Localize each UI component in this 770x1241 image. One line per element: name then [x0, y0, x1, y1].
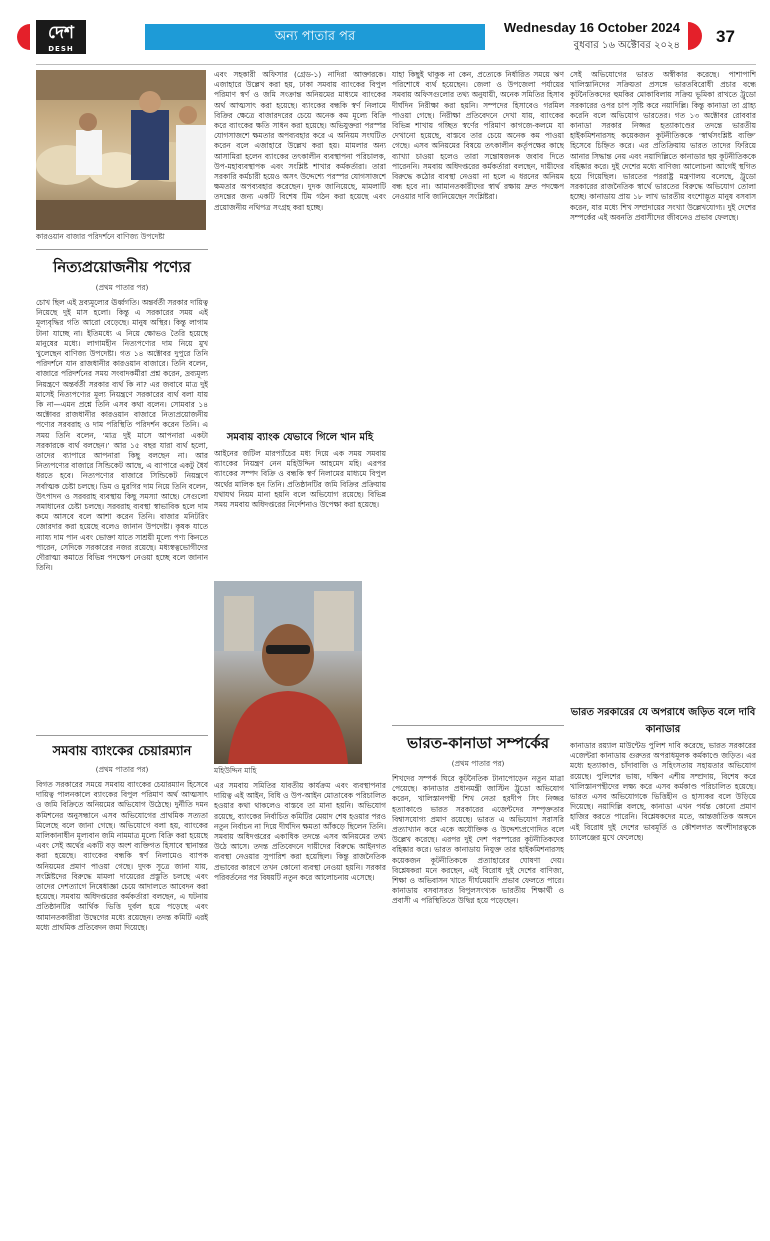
column-1 — [36, 70, 208, 1115]
column-3 — [392, 70, 564, 1159]
column-4 — [570, 70, 756, 1156]
photo-caption: মহিউদ্দিন মাহি — [214, 766, 257, 775]
article-continued-label: (প্রথম পাতার পর) — [95, 765, 149, 774]
column-2 — [214, 70, 386, 1241]
divider — [36, 249, 208, 250]
article-subheading: সমবায় ব্যাংক যেভাবে গিলে খান মহি — [226, 432, 374, 443]
article-body: কানাডার রয়্যাল মাউন্টেড পুলিশ দাবি করেছে, ভারত সরকারের এজেন্টরা কানাডায় গুরুতর অপরাধমূলক কর্মকাণ্ডে জড়িত। এর মধ্যে হত্যাকাণ্ড, চাঁদাবাজি ও সহিংসতায় সহায়তার অভিযোগ রয়েছে। পুলিশের ভাষ্য, দক্ষিণ এশীয় সম্প্রদায়, বিশেষ করে খালিস্তানপন্থীদের লক্ষ্য করে এসব কর্মকাণ্ড পরিচালিত হয়েছে। ভারত এসব অভিযোগকে ভিত্তিহীন ও হাস্যকর বলে উড়িয়ে দিয়েছে। নয়াদিল্লি বলছে, কানাডা এখন পর্যন্ত কোনো প্রমাণ হাজির করতে পারেনি। বিশ্লেষকদের মতে, আন্তর্জাতিক অঙ্গনে এই বিরোধ দুই দেশের ভাবমূর্তি ও কৌশলগত অংশীদারত্বকে চ্যালেঞ্জের মুখে ফেলেছে। — [570, 741, 756, 842]
red-circle-decoration-icon — [10, 24, 30, 50]
photo-caption: কারওয়ান বাজার পরিদর্শনে বাণিজ্য উপদেষ্টা — [36, 232, 165, 241]
portrait-illustration — [214, 581, 362, 764]
article-body: সেই অভিযোগের ভারত অস্বীকার করেছে। পাশাপাশি খালিস্তানিদের সক্রিয়তা প্রসঙ্গে ভারতবিরোধী প্রচার বন্ধে কূটনৈতিকদের হুমকির মোকাবিলায় সক্রিয় ভূমিকা রাখতে ট্রুডো সরকারের ওপর চাপ সৃষ্টি করে নয়াদিল্লি। কিন্তু কানাডা তা গ্রাহ্য করেনি বলে অভিযোগ ভারতের। গত ১৩ অক্টোবর রোববার কানাডা সরকার নিজ্জর হত্যাকাণ্ডের তদন্তে ভারতীয় হাইকমিশনারসহ কয়েকজন কূটনীতিককে ‘স্বার্থসংশ্লিষ্ট ব্যক্তি’ হিসেবে চিহ্নিত করে। এর প্রতিক্রিয়ায় ভারত তাদের ফিরিয়ে আনার সিদ্ধান্ত নেয় এবং নয়াদিল্লিতে কানাডার ছয় কূটনীতিককে বহিষ্কার করে। দুই দেশের মধ্যে বাণিজ্য আলোচনা আগেই স্থগিত হয়ে গিয়েছিল। ভারতের পররাষ্ট্র মন্ত্রণালয় বলেছে, ট্রুডো সরকারের রাজনৈতিক স্বার্থে ভারতের বিরুদ্ধে অভিযোগ তোলা হচ্ছে। কানাডায় প্রায় ১৮ লাখ ভারতীয় বংশোদ্ভূত মানুষ বসবাস করেন, যার মধ্যে শিখ সম্প্রদায়ের সংখ্যা উল্লেখযোগ্য। দুই দেশের সম্পর্কের এই অবনতি প্রবাসীদের জীবনেও প্রভাব ফেলছে। — [570, 70, 756, 222]
article-headline[interactable]: নিত্যপ্রয়োজনীয় পণ্যের — [53, 258, 191, 276]
logo-text: দেশ — [48, 23, 74, 43]
market-photo — [36, 70, 206, 230]
market-photo-illustration — [36, 70, 206, 230]
article-headline[interactable]: সমবায় ব্যাংকের চেয়ারম্যান — [52, 744, 192, 759]
divider — [392, 725, 564, 726]
article-body: চোখ ছিল এই দ্রব্যমূল্যের ঊর্ধ্বগতি। অন্তর্বর্তী সরকার দায়িত্ব নিয়েছে দুই মাস হলো। কিন্তু এ সরকারের সময় এই মূল্যবৃদ্ধির গতি আরো বেড়েছে। মানুষ অস্থির। কিন্তু লাগাম টানা যাচ্ছে না। ইতিমধ্যে এ নিয়ে ক্ষোভও তৈরি হয়েছে মানুষের মধ্যে। লাগামহীন নিত্যপণ্যের দাম নিয়ে মুখ খুলেছেন বাণিজ্য উপদেষ্টা। গত ১৪ অক্টোবর দুপুরে তিনি পরিদর্শনে যান রাজধানীর কারওয়ান বাজারে। তিনি বলেন, বাজারে পরিদর্শনের সময় সংবাদকর্মীরা প্রশ্ন করেন, দ্রব্যমূল্য নিয়ন্ত্রণে অন্তর্বর্তী সরকার ব্যর্থ কি না? এর জবাবে মাত্র দুই মাসেই নিত্যপণ্যের মূল্য নিয়ন্ত্রণে সরকারের ব্যর্থ বলা যায় কি না—এমন প্রশ্নে তিনি এসব কথা বলেন। সোমবার ১৪ অক্টোবর রাজধানীর কারওয়ান বাজারে নিত্যপ্রয়োজনীয় পণ্যের সরবরাহ ও দাম পরিস্থিতি পরিদর্শন করেন তিনি। এ সময় তিনি বলেন, ‘মাত্র দুই মাসে আপনারা একটা সরকারকে ব্যর্থ বলছেন।’ আর ১৫ বছর যারা ব্যর্থ হলো, তাদের ব্যাপারে আপনারা কিছু বলছেন না। আর নিত্যপণ্যের বাজারে সিন্ডিকেট আছে, এ ব্যাপারে একটু ধৈর্য ধরতে হবে। নিত্যপণ্যের বাজারে সিন্ডিকেট নিয়ন্ত্রণে সর্বাত্মক চেষ্টা চলছে। ডিম ও মুরগির দাম নিয়ে তিনি বলেন, উৎপাদন ও সরবরাহ ব্যবস্থায় কিছু সমস্যা আছে। সেগুলো সমাধানের চেষ্টা চলছে। সরবরাহ ব্যবস্থা স্বাভাবিক হলে দাম কমে আসবে বলে আশা করেন তিনি। বাজার মনিটরিং জোরদার করা হয়েছে বলেও জানান উপদেষ্টা। কৃষক যাতে ন্যায্য দাম পান এবং ভোক্তা যাতে সাশ্রয়ী মূল্যে পণ্য কিনতে পারেন, সেদিকে সরকারের নজর রয়েছে। মধ্যস্বত্বভোগীদের দৌরাত্ম্য কমাতে বিভিন্ন পদক্ষেপ নেওয়া হচ্ছে বলে জানান তিনি। — [36, 298, 208, 573]
article-body: এবং সহকারী অফিসার (গ্রেড-১) নাদিরা আক্তারকে। এজাহারে উল্লেখ করা হয়, ঢাকা সমবায় ব্যাংকের বিপুল পরিমাণ স্বর্ণ ও জমি সংক্রান্ত অনিয়মের মাধ্যমে ব্যাংকের অর্থ আত্মসাৎ করা হয়েছে। ব্যাংকের বন্ধকি স্বর্ণ নিলামে বিক্রির ক্ষেত্রে বাজারদরের চেয়ে অনেক কম মূল্যে বিক্রি করে ব্যাংকের ক্ষতি সাধন করা হয়েছে। অভিযুক্তরা পরস্পর যোগসাজশে ক্ষমতার অপব্যবহার করে এ অনিয়ম সংঘটিত করেন বলে এজাহারে উল্লেখ করা হয়। মামলার অন্য আসামিরা হলেন ব্যাংকের তৎকালীন ব্যবস্থাপনা পরিচালক, উপ-মহাব্যবস্থাপক এবং সংশ্লিষ্ট শাখার কর্মকর্তারা। তারা সরকারি কর্মচারী হয়েও অসৎ উদ্দেশ্যে পরস্পর যোগসাজশে ক্ষমতার অপব্যবহার করেছেন। দুদক জানিয়েছে, মামলাটি তদন্তের জন্য একটি বিশেষ টিম গঠন করা হয়েছে এবং প্রয়োজনীয় নথিপত্র সংগ্রহ করা হচ্ছে। — [214, 70, 386, 212]
article-body: শিখদের সম্পর্ক ঘিরে কূটনৈতিক টানাপোড়েন নতুন মাত্রা পেয়েছে। কানাডার প্রধানমন্ত্রী জাস্টিন ট্রুডো অভিযোগ করেন, খালিস্তানপন্থী শিখ নেতা হরদীপ সিং নিজ্জর হত্যাকাণ্ডে ভারত সরকারের এজেন্টদের সম্পৃক্ততার বিশ্বাসযোগ্য প্রমাণ রয়েছে। ভারত এ অভিযোগ সরাসরি প্রত্যাখ্যান করে একে অযৌক্তিক ও উদ্দেশ্যপ্রণোদিত বলে উল্লেখ করেছে। এরপর দুই দেশ পরস্পরের কূটনীতিকদের বহিষ্কার করে। ভারত কানাডায় নিযুক্ত তার হাইকমিশনারসহ কয়েকজন কূটনীতিককে প্রত্যাহারের ঘোষণা দেয়। বিশ্লেষকরা মনে করছেন, এই বিরোধ দুই দেশের বাণিজ্য, শিক্ষা ও অভিবাসন খাতে দীর্ঘমেয়াদি প্রভাব ফেলতে পারে। কানাডায় বসবাসরত বিপুলসংখ্যক ভারতীয় শিক্ষার্থী ও প্রবাসী এ পরিস্থিতিতে উদ্বিগ্ন হয়ে পড়েছেন। — [392, 774, 564, 906]
article-body: এর সমবায় সমিতির যাবতীয় কার্যক্রম এবং ব্যবস্থাপনার দায়িত্ব এই আইন, বিধি ও উপ-আইন মোতাবেক পরিচালিত হওয়ার কথা থাকলেও বাস্তবে তা মানা হয়নি। অভিযোগ রয়েছে, ব্যাংকের নির্বাচিত কমিটির মেয়াদ শেষ হওয়ার পরও নতুন নির্বাচন না দিয়ে দীর্ঘদিন ক্ষমতা আঁকড়ে ছিলেন তিনি। সমবায় অধিদপ্তরের একাধিক তদন্তে এসব অনিয়মের তথ্য উঠে আসে। তদন্ত প্রতিবেদনে দায়ীদের বিরুদ্ধে আইনগত ব্যবস্থা নেওয়ার সুপারিশ করা হয়েছিল। কিন্তু রাজনৈতিক প্রভাবের কারণে তখন কোনো ব্যবস্থা নেওয়া হয়নি। সরকার পরিবর্তনের পর বিষয়টি নতুন করে আলোচনায় এসেছে। — [214, 781, 386, 882]
newspaper-logo[interactable] — [36, 20, 86, 54]
header-rule — [36, 64, 756, 65]
portrait-photo — [214, 581, 362, 764]
page-header — [0, 0, 770, 64]
logo-subtext: DESH — [48, 45, 74, 53]
section-title: অন্য পাতার পর — [145, 24, 485, 50]
article-subheading: ভারত সরকারের যে অপরাধে জড়িত বলে দাবি কানাডার — [570, 707, 756, 735]
date-bangla: বুধবার ১৬ অক্টোবর ২০২৪ — [573, 40, 680, 51]
article-headline[interactable]: ভারত-কানাডা সম্পর্কের — [406, 734, 550, 752]
article-body: যাহা কিছুই থাকুক না কেন, প্রত্যেকে নির্ধারিত সময়ে ঋণ পরিশোধে ব্যর্থ হয়েছেন। জেলা ও উপজেলা পর্যায়ের সমবায় অফিসগুলোর তথ্য অনুযায়ী, অনেক সমিতির হিসাব দীর্ঘদিন নিরীক্ষা করা হয়নি। সম্পদের হিসাবেও গরমিল পাওয়া গেছে। নিরীক্ষা প্রতিবেদনে দেখা যায়, ব্যাংকের বিভিন্ন শাখায় গচ্ছিত স্বর্ণের পরিমাণ কাগজে-কলমে যা দেখানো হয়েছে, বাস্তবে তার চেয়ে অনেক কম পাওয়া গেছে। এসব অনিয়মের বিষয়ে তৎকালীন কর্তৃপক্ষের কাছে ব্যাখ্যা চাওয়া হলেও তারা সন্তোষজনক জবাব দিতে পারেননি। সমবায় অধিদপ্তরের কর্মকর্তারা বলছেন, দায়ীদের বিরুদ্ধে কঠোর ব্যবস্থা নেওয়া না হলে এ ধরনের অনিয়ম বন্ধ হবে না। আমানতকারীদের স্বার্থ রক্ষায় দ্রুত পদক্ষেপ নেওয়ার দাবি জানিয়েছেন সংশ্লিষ্টরা। — [392, 70, 564, 202]
article-body: বিগত সরকারের সময়ে সমবায় ব্যাংকের চেয়ারম্যান হিসেবে দায়িত্ব পালনকালে ব্যাংকের বিপুল পরিমাণ অর্থ আত্মসাৎ ও জমি বিক্রিতে অনিয়মের অভিযোগ উঠেছে। দুর্নীতি দমন কমিশনের অনুসন্ধানে এসব অভিযোগের প্রাথমিক সত্যতা মিলেছে বলে জানা গেছে। অভিযোগে বলা হয়, ব্যাংকের মালিকানাধীন মূল্যবান জমি নামমাত্র মূল্যে বিক্রি করা হয়েছে এবং সেই অর্থের একটি বড় অংশ ব্যক্তিগত হিসাবে স্থানান্তর করা হয়েছে। ব্যাংকের বন্ধকি স্বর্ণ নিলামেও ব্যাপক অনিয়মের প্রমাণ পাওয়া গেছে। দুদক সূত্রে জানা যায়, সংশ্লিষ্টদের বিরুদ্ধে মামলা দায়েরের প্রস্তুতি চলছে এবং তাদের দেশত্যাগে নিষেধাজ্ঞা চেয়ে আদালতে আবেদন করা হয়েছে। সমবায় অধিদপ্তরের কর্মকর্তারা বলছেন, এ ঘটনায় প্রতিষ্ঠানটির আর্থিক ভিত্তি দুর্বল হয়ে পড়েছে এবং আমানতকারীরা উদ্বেগের মধ্যে রয়েছেন। তদন্ত কমিটি এরই মধ্যে প্রাথমিক প্রতিবেদন জমা দিয়েছে। — [36, 780, 208, 932]
article-body: আইনের জটিল মারপ্যাঁচের মধ্য দিয়ে এক সময় সমবায় ব্যাংকের নিয়ন্ত্রণ নেন মহিউদ্দিন আহমেদ মহি। এরপর ব্যাংকের সম্পদ বিক্রি ও বন্ধকি স্বর্ণ নিলামের মাধ্যমে বিপুল অর্থের মালিক হন তিনি। প্রতিষ্ঠানটির জমি বিক্রির প্রক্রিয়ায় যথাযথ নিয়ম মানা হয়নি বলে অভিযোগ রয়েছে। বিভিন্ন সময় সমবায় অধিদপ্তরের নির্দেশনাও উপেক্ষা করা হয়েছে। — [214, 449, 386, 510]
red-circle-decoration-icon — [688, 22, 710, 50]
date-english: Wednesday 16 October 2024 — [503, 20, 680, 35]
article-continued-label: (প্রথম পাতার পর) — [451, 759, 505, 768]
article-continued-label: (প্রথম পাতার পর) — [95, 283, 149, 292]
page-number: 37 — [716, 27, 735, 46]
divider — [36, 735, 208, 736]
